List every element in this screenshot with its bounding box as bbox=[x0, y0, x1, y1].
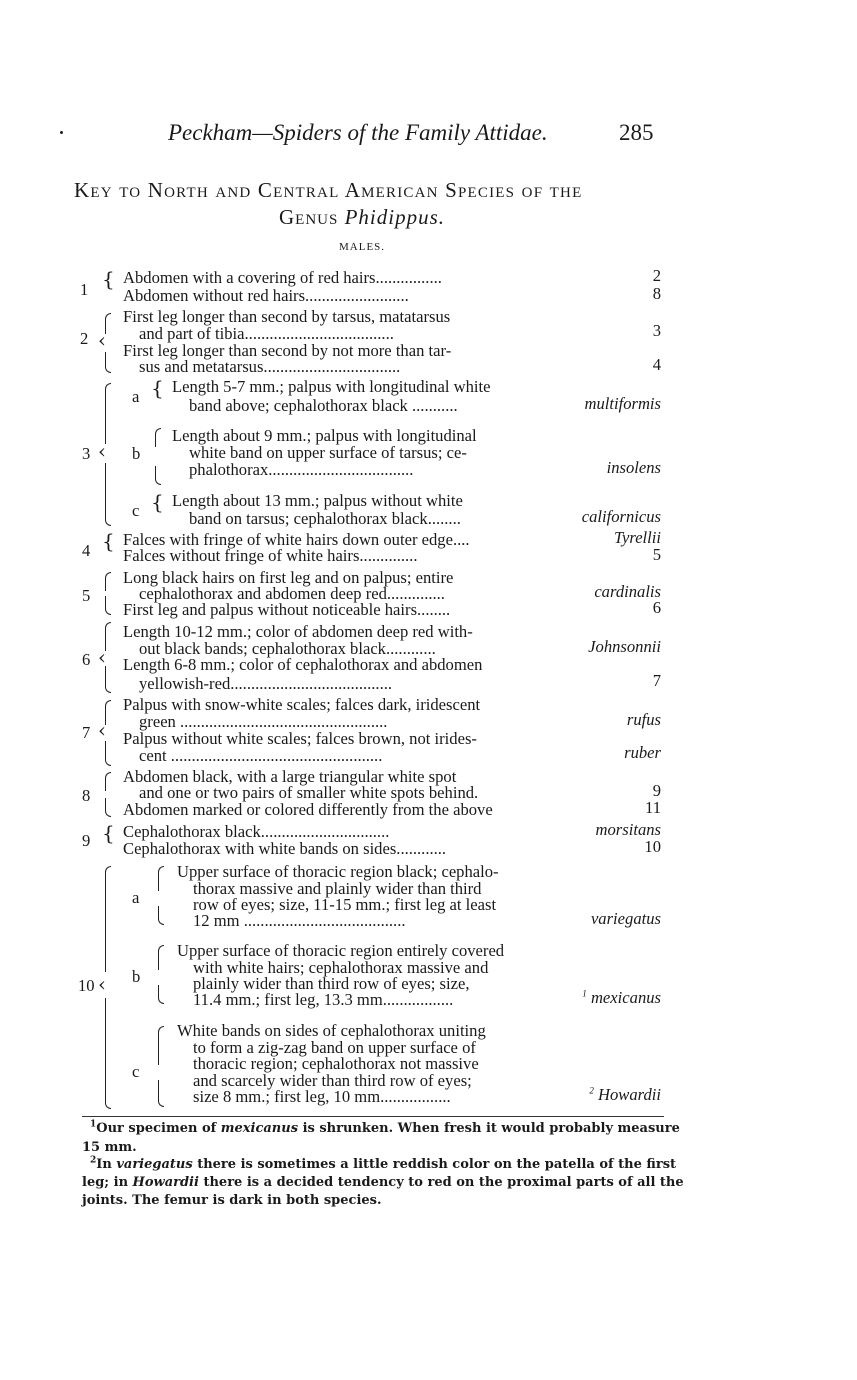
couplet-9-lead-a: Cephalothorax black............................... bbox=[123, 822, 390, 841]
couplet-6-result-a: Johnsonnii bbox=[588, 637, 661, 656]
couplet-10b-brace-top bbox=[158, 945, 164, 970]
couplet-2-line1: First leg longer than second by tarsus, matatarsus bbox=[123, 307, 451, 326]
speck bbox=[60, 131, 63, 134]
footnote-1-line2: 15 mm. bbox=[82, 1140, 137, 1155]
couplet-4-lead-a: Falces with fringe of white hairs down outer edge.... bbox=[123, 530, 470, 549]
couplet-6-line1: Length 10-12 mm.; color of abdomen deep red with- bbox=[123, 622, 473, 641]
couplet-9-result-b: 10 bbox=[644, 837, 661, 856]
couplet-8-brace-top bbox=[105, 772, 111, 791]
couplet-6-brace-bottom bbox=[105, 666, 111, 693]
couplet-3-brace-bottom bbox=[105, 463, 111, 526]
couplet-5-number: 5 bbox=[82, 586, 91, 605]
couplet-3a-line1: Length 5-7 mm.; palpus with longitudinal white bbox=[172, 377, 491, 396]
couplet-10c-line3: thoracic region; cephalothorax not massive bbox=[193, 1054, 479, 1073]
couplet-4-result-b: 5 bbox=[652, 545, 661, 564]
couplet-8-brace-bottom bbox=[105, 798, 111, 817]
couplet-3a-result: multiformis bbox=[584, 394, 661, 413]
couplet-6-number: 6 bbox=[82, 650, 91, 669]
couplet-7-line4: cent ................................................... bbox=[139, 746, 383, 765]
couplet-10c-line5: size 8 mm.; first leg, 10 mm................. bbox=[193, 1087, 451, 1106]
couplet-2-brace-mid: ‹ bbox=[98, 328, 106, 352]
footnote-2-text-d: there is a decided tendency to red on the proximal parts of all the bbox=[203, 1175, 684, 1190]
couplet-10a-result: variegatus bbox=[590, 909, 661, 928]
couplet-8-result-b: 11 bbox=[645, 798, 661, 817]
couplet-3b-line2: white band on upper surface of tarsus; ce- bbox=[189, 443, 467, 462]
couplet-10a-brace-top bbox=[158, 866, 164, 891]
couplet-10b-result bbox=[582, 988, 661, 1008]
footnote-1-mark: 1 bbox=[90, 1119, 97, 1130]
couplet-6-line2: out black bands; cephalothorax black............ bbox=[139, 639, 436, 658]
couplet-1-brace: { bbox=[102, 267, 115, 291]
couplet-10a-line1: Upper surface of thoracic region black; cephalo- bbox=[177, 862, 499, 881]
couplet-3b-label: b bbox=[132, 444, 141, 463]
footnote-2-line2 bbox=[82, 1175, 684, 1190]
couplet-10a-line2: thorax massive and plainly wider than third bbox=[193, 879, 482, 898]
couplet-2-line4: sus and metatarsus................................. bbox=[139, 357, 401, 376]
couplet-3-number: 3 bbox=[82, 444, 91, 463]
couplet-1-number: 1 bbox=[80, 280, 89, 299]
couplet-10b-line1: Upper surface of thoracic region entirely covered bbox=[177, 941, 505, 960]
couplet-10-brace-bottom bbox=[105, 998, 111, 1109]
couplet-10c-brace-bottom bbox=[158, 1080, 164, 1107]
couplet-7-brace-bottom bbox=[105, 741, 111, 766]
couplet-10c-result bbox=[589, 1085, 661, 1105]
footnote-rule bbox=[82, 1116, 664, 1117]
couplet-7-brace-mid: ‹ bbox=[98, 718, 106, 742]
footnote-2-text-a: In bbox=[96, 1157, 112, 1172]
couplet-10c-line4: and scarcely wider than third row of eyes; bbox=[193, 1071, 472, 1090]
couplet-10b-species: mexicanus bbox=[590, 988, 661, 1007]
couplet-8-line3: Abdomen marked or colored differently from the above bbox=[123, 800, 493, 819]
couplet-7-number: 7 bbox=[82, 723, 91, 742]
page-number: 285 bbox=[619, 120, 654, 145]
footnote-2-text-b: there is sometimes a little reddish color on the patella of the first bbox=[197, 1157, 677, 1172]
couplet-7-line1: Palpus with snow-white scales; falces dark, iridescent bbox=[123, 695, 481, 714]
couplet-10a-label: a bbox=[132, 888, 140, 907]
couplet-10b-line2: with white hairs; cephalothorax massive and bbox=[193, 958, 489, 977]
couplet-5-brace-top bbox=[105, 572, 111, 591]
couplet-10b-label: b bbox=[132, 967, 141, 986]
couplet-5-line1: Long black hairs on first leg and on palpus; entire bbox=[123, 568, 454, 587]
couplet-9-result-a: morsitans bbox=[595, 820, 661, 839]
couplet-9-brace: { bbox=[102, 821, 115, 845]
footnote-2-line3: joints. The femur is dark in both species. bbox=[82, 1193, 382, 1208]
couplet-8-line1: Abdomen black, with a large triangular white spot bbox=[123, 767, 457, 786]
title-genus-word: Genus bbox=[279, 205, 339, 229]
couplet-10c-label: c bbox=[132, 1062, 140, 1081]
couplet-6-line3: Length 6-8 mm.; color of cephalothorax and abdomen bbox=[123, 655, 483, 674]
couplet-10a-line3: row of eyes; size, 11-15 mm.; first leg at least bbox=[193, 895, 497, 914]
couplet-10c-species: Howardii bbox=[597, 1085, 661, 1104]
couplet-6-brace-mid: ‹ bbox=[98, 645, 106, 669]
couplet-8-number: 8 bbox=[82, 786, 91, 805]
couplet-2-brace-bottom bbox=[105, 352, 111, 373]
couplet-1-lead-a: Abdomen with a covering of red hairs................ bbox=[123, 268, 442, 287]
couplet-4-result-a: Tyrellii bbox=[613, 528, 661, 547]
couplet-5-line2: cephalothorax and abdomen deep red.............. bbox=[139, 584, 445, 603]
couplet-1-lead-b: Abdomen without red hairs......................... bbox=[123, 286, 409, 305]
couplet-3c-label: c bbox=[132, 501, 140, 520]
footnote-1-species: mexicanus bbox=[220, 1121, 299, 1136]
couplet-2-line3: First leg longer than second by not more than tar- bbox=[123, 341, 452, 360]
couplet-3c-line1: Length about 13 mm.; palpus without white bbox=[172, 491, 463, 510]
section-label: MALES. bbox=[339, 241, 386, 253]
footnote-2-species-1: variegatus bbox=[116, 1157, 193, 1172]
footnote-2-line1 bbox=[90, 1157, 676, 1172]
couplet-10-number: 10 bbox=[78, 976, 95, 995]
couplet-4-number: 4 bbox=[82, 541, 91, 560]
footnote-2-mark: 2 bbox=[90, 1155, 97, 1166]
footnote-1-text-a: Our specimen of bbox=[96, 1121, 217, 1136]
couplet-1-result-b: 8 bbox=[652, 284, 661, 303]
couplet-10c-line1: White bands on sides of cephalothorax uniting bbox=[177, 1021, 486, 1040]
couplet-3b-brace-bottom bbox=[155, 466, 161, 485]
couplet-4-lead-b: Falces without fringe of white hairs.............. bbox=[123, 546, 418, 565]
footnote-2-species-2: Howardii bbox=[132, 1175, 199, 1190]
couplet-10b-line3: plainly wider than third row of eyes; size, bbox=[193, 974, 470, 993]
footnote-ref-2: 2 bbox=[589, 1085, 594, 1096]
couplet-6-line4: yellowish-red....................................... bbox=[139, 674, 393, 693]
couplet-5-brace-bottom bbox=[105, 596, 111, 615]
couplet-3a-brace: { bbox=[151, 376, 164, 400]
couplet-3a-line2: band above; cephalothorax black ........... bbox=[189, 396, 458, 415]
couplet-2-result-a: 3 bbox=[652, 321, 661, 340]
couplet-5-result-a: cardinalis bbox=[594, 582, 661, 601]
couplet-3-brace-mid: ‹ bbox=[98, 439, 106, 463]
key-title-line2 bbox=[279, 205, 445, 230]
couplet-10b-brace-bottom bbox=[158, 985, 164, 1004]
couplet-8-result-a: 9 bbox=[652, 781, 661, 800]
couplet-5-line3: First leg and palpus without noticeable hairs........ bbox=[123, 600, 451, 619]
couplet-10b-line4: 11.4 mm.; first leg, 13.3 mm................. bbox=[193, 990, 454, 1009]
couplet-2-result-b: 4 bbox=[652, 355, 661, 374]
couplet-10a-line4: 12 mm ....................................... bbox=[193, 911, 406, 930]
key-title-line1: Key to North and Central American Species of the bbox=[74, 178, 583, 202]
couplet-3a-label: a bbox=[132, 387, 140, 406]
couplet-4-brace: { bbox=[102, 529, 115, 553]
couplet-7-result-a: rufus bbox=[626, 710, 661, 729]
footnote-ref-1: 1 bbox=[582, 988, 587, 999]
couplet-5-result-b: 6 bbox=[652, 598, 661, 617]
footnote-1-text-b: is shrunken. When fresh it would probably measure bbox=[302, 1121, 680, 1136]
couplet-9-number: 9 bbox=[82, 831, 91, 850]
couplet-2-number: 2 bbox=[80, 329, 89, 348]
couplet-7-line2: green .................................................. bbox=[139, 712, 388, 731]
couplet-10c-brace-top bbox=[158, 1026, 164, 1065]
couplet-7-line3: Palpus without white scales; falces brown, not irides- bbox=[123, 729, 477, 748]
couplet-3b-line3: phalothorax................................... bbox=[189, 460, 414, 479]
couplet-8-line2: and one or two pairs of smaller white spots behind. bbox=[139, 783, 479, 802]
couplet-3c-brace: { bbox=[151, 490, 164, 514]
couplet-10a-brace-bottom bbox=[158, 906, 164, 925]
couplet-10-brace-top bbox=[105, 866, 111, 972]
couplet-9-lead-b: Cephalothorax with white bands on sides............ bbox=[123, 839, 447, 858]
couplet-3-brace-top bbox=[105, 383, 111, 444]
couplet-10c-line2: to form a zig-zag band on upper surface of bbox=[193, 1038, 476, 1057]
footnote-1-line1 bbox=[90, 1121, 680, 1136]
couplet-1-result-a: 2 bbox=[652, 266, 661, 285]
running-head: Peckham—Spiders of the Family Attidae. bbox=[168, 120, 548, 145]
footnote-2-text-c: leg; in bbox=[82, 1175, 129, 1190]
couplet-3c-line2: band on tarsus; cephalothorax black........ bbox=[189, 509, 461, 528]
couplet-3b-line1: Length about 9 mm.; palpus with longitudinal bbox=[172, 426, 477, 445]
couplet-7-result-b: ruber bbox=[624, 743, 661, 762]
couplet-3b-result: insolens bbox=[606, 458, 661, 477]
couplet-2-line2: and part of tibia.................................... bbox=[139, 324, 394, 343]
couplet-6-result-b: 7 bbox=[652, 671, 661, 690]
couplet-3c-result: californicus bbox=[581, 507, 661, 526]
couplet-3b-brace-top bbox=[155, 428, 161, 447]
title-genus-name: Phidippus. bbox=[344, 205, 446, 229]
couplet-10-brace-mid: ‹ bbox=[98, 972, 106, 996]
